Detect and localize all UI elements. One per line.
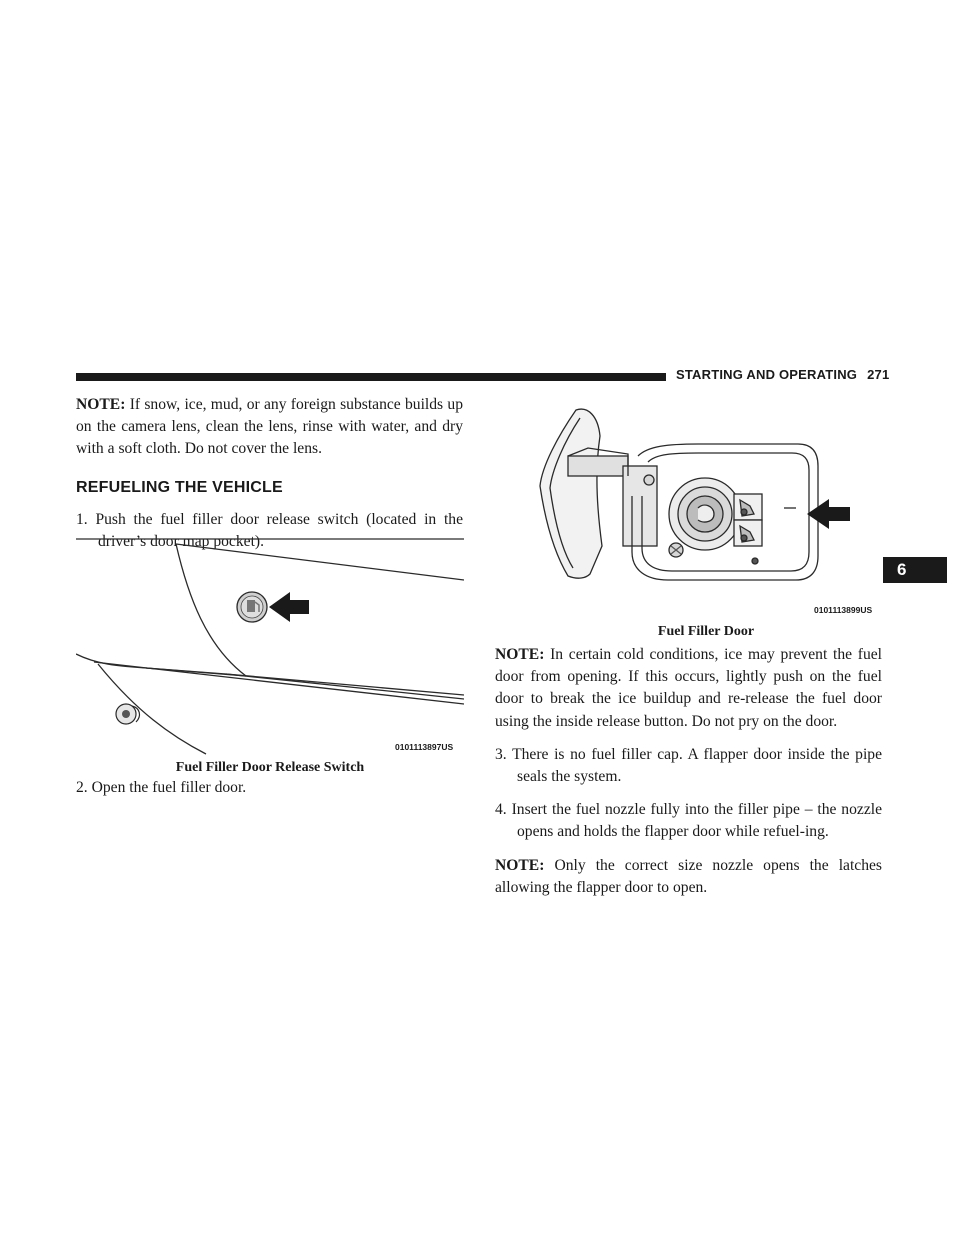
- right-column: [495, 644, 882, 899]
- step-number: 1.: [76, 510, 88, 528]
- section-heading: REFUELING THE VEHICLE: [76, 478, 283, 496]
- page-number: 271: [867, 367, 890, 382]
- note-camera-lens: [76, 394, 463, 461]
- figure-caption: Fuel Filler Door: [657, 624, 755, 639]
- figure-code: 0101113899US: [814, 605, 873, 615]
- arrow-icon: [269, 592, 309, 622]
- step-2: [76, 779, 246, 797]
- release-switch-illustration: [76, 536, 464, 756]
- step-text: Insert the fuel nozzle fully into the filler pipe – the nozzle opens and holds the flapper door while refuel-ing.: [511, 801, 882, 841]
- chapter-tab[interactable]: 6: [883, 557, 947, 583]
- fuel-door-illustration: [528, 396, 884, 616]
- figure-fuel-filler-door: [528, 396, 884, 616]
- step-number: 4.: [495, 801, 507, 819]
- figure-code: 0101113897US: [395, 742, 454, 752]
- note-text: If snow, ice, mud, or any foreign substance builds up on the camera lens, clean the lens, rinse with water, and dry with a soft cloth. Do not cover the lens.: [76, 396, 463, 458]
- step-number: 2.: [76, 779, 88, 796]
- figure-release-switch: [76, 536, 464, 756]
- left-column: [76, 394, 463, 553]
- note-label: NOTE:: [495, 856, 545, 874]
- note-nozzle-size: [495, 855, 882, 899]
- latch-bolt-icon: [116, 704, 139, 724]
- step-3: [495, 744, 882, 788]
- arrow-icon: [807, 499, 850, 529]
- step-text: Push the fuel filler door release switch (located in the driver’s door map pocket).: [95, 510, 463, 551]
- note-label: NOTE:: [495, 646, 545, 663]
- note-text: In certain cold conditions, ice may prevent the fuel door from opening. If this occurs, lightly push on the fuel door to break the ice buildup and re-release the fuel door using the inside release button. Do not pry on the door.: [495, 646, 882, 730]
- step-4: [495, 799, 882, 843]
- fuel-switch-icon: [237, 592, 267, 622]
- header-rule: [76, 373, 666, 381]
- step-text: There is no fuel filler cap. A flapper door inside the pipe seals the system.: [512, 745, 883, 786]
- note-text: Only the correct size nozzle opens the latches allowing the flapper door to open.: [495, 856, 882, 896]
- step-text: Open the fuel filler door.: [91, 779, 247, 796]
- section-title: STARTING AND OPERATING: [676, 367, 858, 382]
- running-header: [676, 367, 890, 382]
- figure-caption: Fuel Filler Door Release Switch: [175, 760, 365, 775]
- note-label: NOTE:: [76, 396, 126, 413]
- step-number: 3.: [495, 745, 507, 763]
- note-cold-conditions: [495, 644, 882, 733]
